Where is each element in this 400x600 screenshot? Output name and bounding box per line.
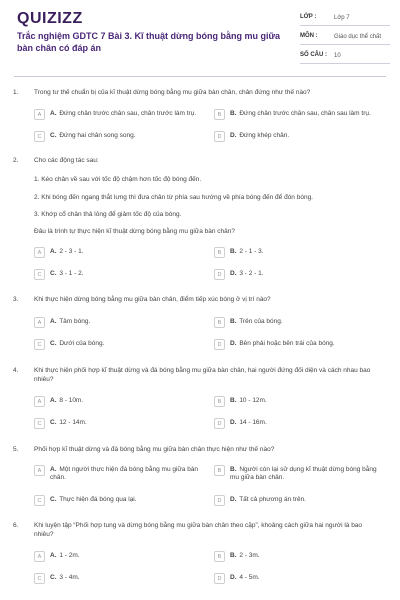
info-panel	[300, 14, 390, 71]
option-text: Đứng khép chân.	[239, 132, 290, 139]
option-a[interactable]	[34, 247, 206, 258]
option-key: B.	[230, 397, 237, 404]
option-c[interactable]	[34, 131, 206, 142]
option-key: D.	[230, 132, 237, 139]
option-letter: B	[214, 109, 225, 120]
option-key: C.	[50, 496, 57, 503]
option-key: C.	[50, 574, 57, 581]
option-text: 10 - 12m.	[239, 397, 267, 404]
option-text: 2 - 3 - 1.	[59, 248, 84, 255]
option-key: D.	[230, 419, 237, 426]
option-key: B.	[230, 318, 237, 325]
option-letter: B	[214, 465, 225, 476]
option-letter: A	[34, 109, 45, 120]
option-d[interactable]	[214, 131, 386, 142]
option-key: B.	[230, 466, 237, 473]
option-a[interactable]	[34, 396, 206, 407]
option-key: B.	[230, 110, 237, 117]
grade-label: LỚP :	[300, 14, 317, 20]
header-divider	[14, 76, 386, 77]
option-c[interactable]	[34, 269, 206, 280]
option-text: 3 - 4m.	[59, 574, 80, 581]
option-c[interactable]	[34, 339, 206, 350]
option-text: Đứng chân trước chân sau, chân sau làm trụ.	[239, 110, 371, 117]
option-key: C.	[50, 419, 57, 426]
option-key: C.	[50, 270, 57, 277]
question-text: Khi luyện tập “Phối hợp tung và dừng bóng bằng mu giữa bàn chân theo cặp”, khoảng cách giữa hai người là bao nhiêu?	[34, 522, 363, 538]
option-text: Đứng hai chân song song.	[59, 132, 136, 139]
question-stem: 1. Kéo chân về sau với tốc độ chậm hơn tốc độ bóng đến.	[34, 176, 202, 183]
quizizz-logo: QUIZIZZ	[17, 10, 83, 27]
question-number: 6.	[13, 522, 19, 529]
option-a[interactable]	[34, 109, 206, 120]
option-d[interactable]	[214, 418, 386, 429]
worksheet-title: Trắc nghiệm GDTC 7 Bài 3. Kĩ thuật dừng bóng bằng mu giữa bàn chân có đáp án	[17, 31, 281, 53]
option-a[interactable]	[34, 551, 206, 562]
option-text: Người còn lại sử dụng kĩ thuật dừng bóng bằng mu giữa bàn chân.	[230, 466, 377, 481]
option-letter: C	[34, 131, 45, 142]
option-letter: C	[34, 573, 45, 584]
question-number: 2.	[13, 157, 19, 164]
option-letter: D	[214, 418, 225, 429]
option-c[interactable]	[34, 495, 206, 506]
count-row	[300, 52, 390, 64]
option-key: C.	[50, 340, 57, 347]
option-key: A.	[50, 466, 57, 473]
option-text: 8 - 10m.	[59, 397, 84, 404]
option-letter: A	[34, 465, 45, 476]
question-text: Phối hợp kĩ thuật dừng và đá bóng bằng mu giữa bàn chân thực hiện như thế nào?	[34, 446, 275, 453]
option-letter: A	[34, 551, 45, 562]
option-text: Dưới của bóng.	[59, 340, 105, 347]
option-text: 12 - 14m.	[59, 419, 87, 426]
option-c[interactable]	[34, 573, 206, 584]
option-letter: B	[214, 551, 225, 562]
option-key: A.	[50, 110, 57, 117]
option-letter: C	[34, 418, 45, 429]
question-number: 3.	[13, 296, 19, 303]
option-letter: D	[214, 339, 225, 350]
question-text: Trong tư thế chuẩn bị của kĩ thuật dừng bóng bằng mu giữa bàn chân, chân đứng như thế nào?	[34, 89, 311, 96]
option-text: Tâm bóng.	[59, 318, 91, 325]
subject-label: MÔN :	[300, 33, 318, 39]
option-letter: A	[34, 317, 45, 328]
grade-row	[300, 14, 390, 26]
option-letter: D	[214, 269, 225, 280]
option-b[interactable]	[214, 396, 386, 407]
option-letter: A	[34, 247, 45, 258]
worksheet-header	[0, 0, 400, 76]
question-number: 1.	[13, 89, 19, 96]
option-letter: D	[214, 495, 225, 506]
option-text: Bên phải hoặc bên trái của bóng.	[239, 340, 335, 347]
option-letter: C	[34, 495, 45, 506]
option-letter: D	[214, 131, 225, 142]
option-b[interactable]	[214, 247, 386, 258]
option-key: A.	[50, 397, 57, 404]
option-d[interactable]	[214, 573, 386, 584]
option-letter: C	[34, 339, 45, 350]
question-number: 4.	[13, 367, 19, 374]
option-letter: B	[214, 247, 225, 258]
option-text: 3 - 2 - 1.	[239, 270, 264, 277]
subject-value: Giáo dục thể chất	[334, 34, 382, 40]
option-key: A.	[50, 552, 57, 559]
grade-value: Lớp 7	[334, 15, 350, 21]
question-stem: Đâu là trình tự thực hiện kĩ thuật dừng bóng bằng mu giữa bàn chân?	[34, 228, 235, 235]
option-c[interactable]	[34, 418, 206, 429]
option-text: Đứng chân trước chân sau, chân trước làm trụ.	[59, 110, 197, 117]
option-letter: D	[214, 573, 225, 584]
option-d[interactable]	[214, 339, 386, 350]
option-letter: B	[214, 317, 225, 328]
question-stem: 3. Khớp cổ chân thả lỏng để giảm tốc độ của bóng.	[34, 211, 182, 218]
option-text: Tất cả phương án trên.	[239, 496, 306, 503]
option-text: Một người thực hiện đá bóng bằng mu giữa bàn chân.	[50, 466, 199, 481]
option-key: B.	[230, 248, 237, 255]
option-text: 4 - 5m.	[239, 574, 260, 581]
option-b[interactable]	[214, 465, 386, 482]
question-number: 5.	[13, 446, 19, 453]
option-key: B.	[230, 552, 237, 559]
option-text: 14 - 16m.	[239, 419, 267, 426]
option-text: Thực hiện đá bóng qua lại.	[59, 496, 137, 503]
option-a[interactable]	[34, 465, 206, 482]
question-text: Khi thực hiện phối hợp kĩ thuật dừng và đá bóng bằng mu giữa bàn chân, hai người đứng đối diện và cách nhau bao nhiêu?	[34, 367, 371, 383]
option-key: D.	[230, 574, 237, 581]
option-a[interactable]	[34, 317, 206, 328]
option-letter: C	[34, 269, 45, 280]
option-key: D.	[230, 270, 237, 277]
option-key: A.	[50, 248, 57, 255]
option-text: Trên của bóng.	[239, 318, 283, 325]
question-text: Khi thực hiện dừng bóng bằng mu giữa bàn chân, điểm tiếp xúc bóng ở vị trí nào?	[34, 296, 271, 303]
subject-row	[300, 33, 390, 45]
option-b[interactable]	[214, 109, 386, 120]
option-key: D.	[230, 496, 237, 503]
question-text: Cho các động tác sau:	[34, 157, 99, 164]
question-stem: 2. Khi bóng đến ngang thắt lưng thì đưa chân từ phía sau hướng về phía bóng đến để đón bóng.	[34, 194, 313, 201]
count-value: 10	[334, 53, 341, 59]
option-b[interactable]	[214, 551, 386, 562]
option-letter: B	[214, 396, 225, 407]
option-key: C.	[50, 132, 57, 139]
count-label: SỐ CÂU :	[300, 52, 327, 58]
option-b[interactable]	[214, 317, 386, 328]
option-text: 1 - 2m.	[59, 552, 80, 559]
option-d[interactable]	[214, 269, 386, 280]
option-d[interactable]	[214, 495, 386, 506]
option-text: 2 - 3m.	[239, 552, 260, 559]
option-text: 3 - 1 - 2.	[59, 270, 84, 277]
option-text: 2 - 1 - 3.	[239, 248, 264, 255]
option-key: A.	[50, 318, 57, 325]
option-key: D.	[230, 340, 237, 347]
option-letter: A	[34, 396, 45, 407]
